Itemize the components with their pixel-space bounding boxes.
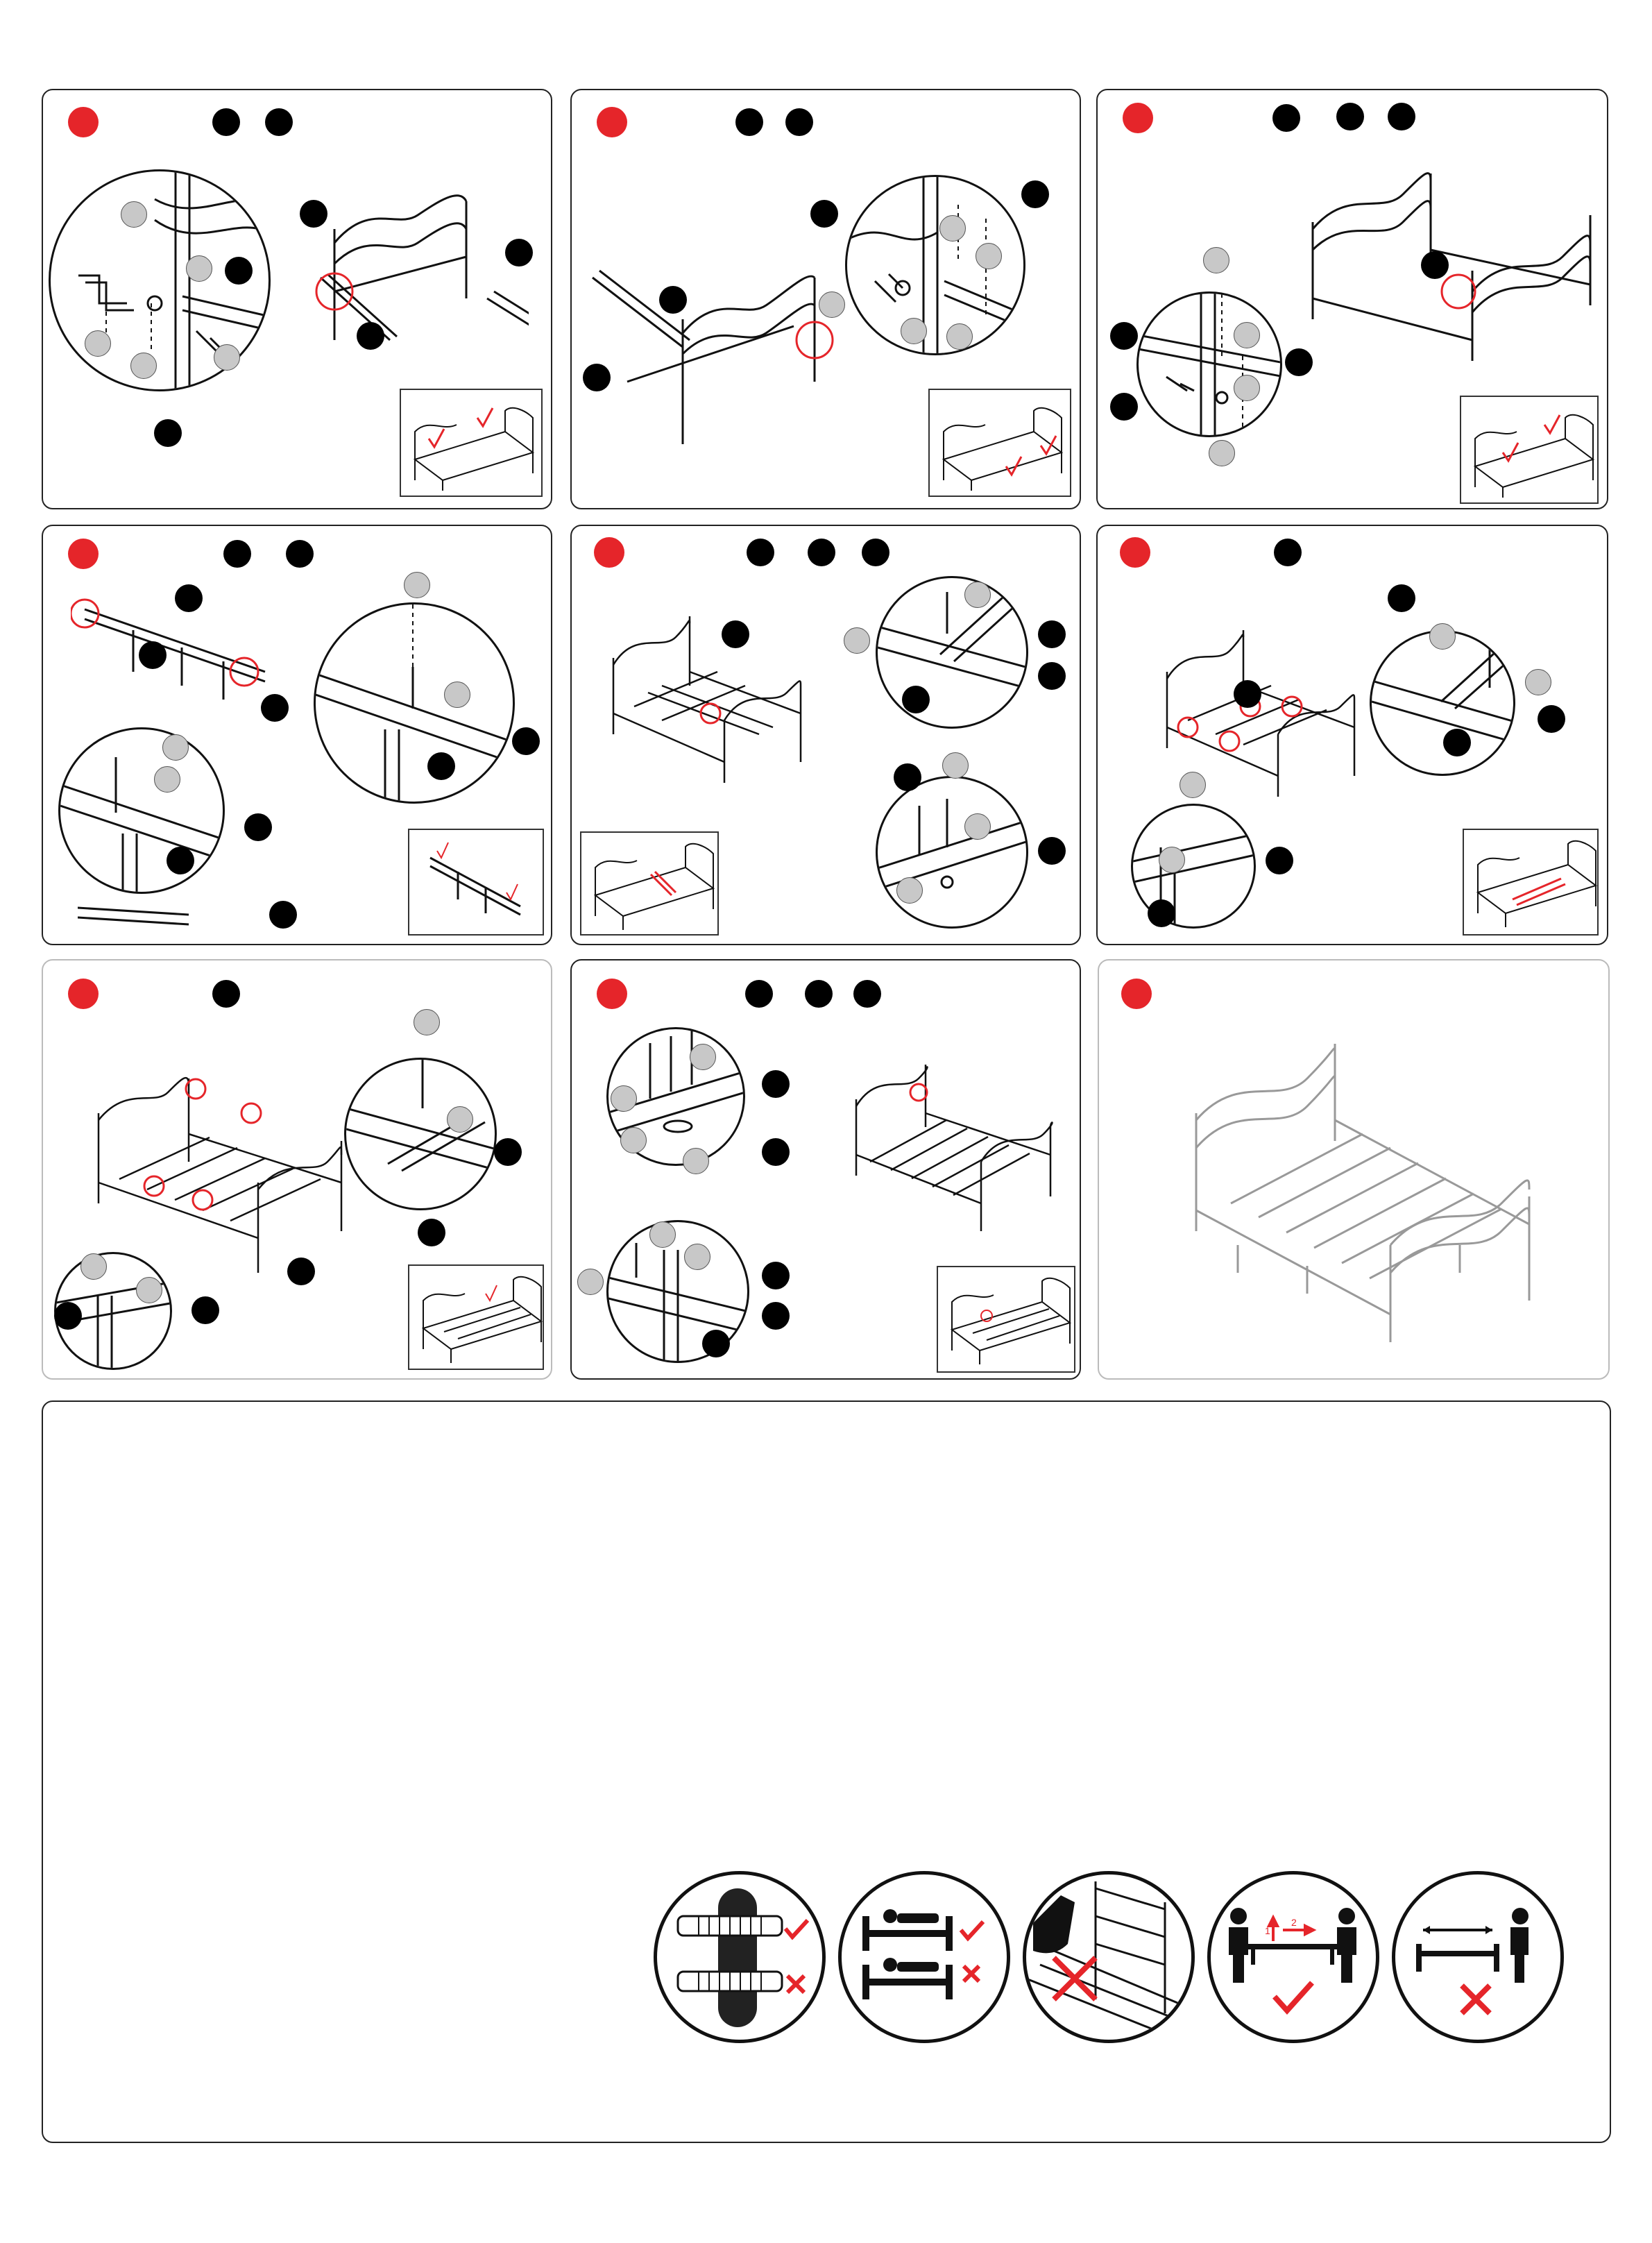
bed-frame-thumbnail-icon (938, 1267, 1074, 1371)
headboard-and-rail-drawing (307, 187, 529, 354)
leg-pieces-drawing (78, 901, 216, 929)
part-callout (175, 584, 203, 612)
step-3-panel (1096, 89, 1608, 509)
part-callout (659, 286, 687, 314)
part-callout (1266, 847, 1293, 874)
hardware-callout (1234, 322, 1260, 348)
hardware-callout (1234, 375, 1260, 401)
hardware-callout (1159, 847, 1185, 873)
slats-frame-drawing (1160, 616, 1368, 797)
hardware-callout (946, 323, 973, 350)
part-callout (762, 1138, 790, 1166)
step-9-marker (1121, 979, 1152, 1009)
part-callout (810, 200, 838, 228)
bolt-detail-illustration (878, 778, 1028, 929)
bolt-tightening-icon (657, 1874, 822, 2040)
part-callout (1285, 348, 1313, 376)
part-callout (1274, 539, 1302, 566)
overview-thumbnail (400, 389, 543, 497)
part-callout (583, 364, 611, 391)
part-callout (747, 539, 774, 566)
step-3-marker (1123, 103, 1153, 133)
hardware-callout (1429, 623, 1456, 650)
part-callout (265, 108, 293, 136)
hardware-callout (162, 734, 189, 761)
part-callout (167, 847, 194, 874)
part-callout (1110, 393, 1138, 421)
completed-bed-frame-drawing (1182, 1037, 1543, 1356)
arrow-label-2: 2 (1291, 1917, 1297, 1928)
bolt-detail-illustration (60, 729, 225, 894)
part-callout (785, 108, 813, 136)
hardware-callout (404, 572, 430, 598)
bed-frame-thumbnail-icon (1461, 397, 1597, 502)
part-callout (1443, 729, 1471, 756)
overview-thumbnail (928, 389, 1071, 497)
hardware-callout (690, 1044, 716, 1070)
part-callout (225, 257, 253, 285)
step-9-panel (1098, 959, 1610, 1380)
hardware-callout (901, 318, 927, 344)
part-callout (269, 901, 297, 929)
bolt-detail-illustration (1139, 294, 1282, 437)
part-callout (505, 239, 533, 266)
warning-bolt-tightening (654, 1871, 826, 2043)
part-callout (735, 108, 763, 136)
part-callout (1021, 180, 1049, 208)
hardware-callout (964, 813, 991, 840)
bolt-detail-illustration (1372, 632, 1515, 776)
hardware-callout (896, 877, 923, 904)
center-rail-thumbnail-icon (409, 830, 543, 934)
detail-zoom-circle (1136, 291, 1282, 437)
hardware-callout (214, 344, 240, 371)
step-7-panel (42, 959, 552, 1380)
center-rail-on-frame-drawing (606, 602, 815, 783)
overview-thumbnail (408, 1264, 544, 1370)
part-callout (427, 752, 455, 780)
part-callout (1038, 662, 1066, 690)
step-2-marker (597, 107, 627, 137)
part-callout (244, 813, 272, 841)
part-callout (418, 1219, 445, 1246)
hardware-callout (447, 1106, 473, 1133)
step-5-panel (570, 525, 1081, 945)
part-callout (261, 694, 289, 722)
step-1-marker (68, 107, 99, 137)
part-callout (357, 322, 384, 350)
sleeping-person-icon (842, 1874, 1007, 2040)
part-callout (762, 1302, 790, 1330)
detail-zoom-circle (876, 776, 1028, 929)
footboard-and-rail-drawing (586, 250, 835, 444)
step-2-panel (570, 89, 1081, 509)
hardware-callout (649, 1221, 676, 1248)
bed-frame-thumbnail-icon (930, 390, 1070, 496)
bolt-detail-illustration (878, 578, 1028, 729)
overview-thumbnail (1460, 396, 1599, 504)
step-4-marker (68, 539, 99, 569)
side-rails-attached-drawing (1306, 153, 1597, 389)
warning-two-person-lift (1207, 1871, 1379, 2043)
part-callout (1110, 322, 1138, 350)
arrow-label-1: 1 (1265, 1925, 1270, 1936)
part-callout (212, 108, 240, 136)
detail-zoom-circle (1370, 630, 1515, 776)
part-callout (1148, 899, 1175, 927)
detail-zoom-circle (344, 1058, 497, 1210)
slats-final-drawing (849, 1051, 1057, 1231)
part-callout (762, 1070, 790, 1098)
bolt-detail-illustration (847, 177, 1025, 355)
part-callout (762, 1262, 790, 1289)
detail-zoom-circle (845, 175, 1025, 355)
detail-zoom-circle (58, 727, 225, 894)
hardware-callout (1209, 440, 1235, 466)
part-callout (745, 980, 773, 1008)
part-callout (902, 686, 930, 713)
part-callout (702, 1330, 730, 1357)
step-5-marker (594, 537, 624, 568)
part-callout (512, 727, 540, 755)
hardware-callout (85, 330, 111, 357)
hardware-callout (577, 1269, 604, 1295)
overview-thumbnail (408, 829, 544, 936)
hardware-callout (620, 1127, 647, 1153)
warning-no-dragging (1392, 1871, 1564, 2043)
notes-panel (42, 1400, 1611, 2143)
overview-thumbnail (937, 1266, 1075, 1373)
part-callout (805, 980, 833, 1008)
part-callout (1388, 103, 1415, 130)
hardware-callout (444, 682, 470, 708)
hardware-callout (844, 627, 870, 654)
step-1-panel (42, 89, 552, 509)
center-rail-drawing (71, 595, 279, 720)
hardware-callout (819, 291, 845, 318)
part-callout (1272, 104, 1300, 132)
hardware-callout (121, 201, 147, 228)
step-8-marker (597, 979, 627, 1009)
hardware-callout (414, 1009, 440, 1035)
part-callout (862, 539, 889, 566)
part-callout (1038, 837, 1066, 865)
part-callout (286, 540, 314, 568)
part-callout (1388, 584, 1415, 612)
hardware-callout (684, 1244, 710, 1270)
bolt-detail-illustration (346, 1060, 497, 1210)
slats-installed-drawing (92, 1065, 355, 1273)
hardware-callout (1203, 247, 1229, 273)
step-6-panel (1096, 525, 1608, 945)
hardware-callout (130, 353, 157, 379)
part-callout (287, 1258, 315, 1285)
hardware-callout (1180, 772, 1206, 798)
hardware-callout (964, 582, 991, 608)
bolt-detail-illustration (316, 604, 515, 804)
step-7-marker (68, 979, 99, 1009)
step-8-panel (570, 959, 1081, 1380)
part-callout (1336, 103, 1364, 130)
part-callout (54, 1302, 82, 1330)
part-callout (223, 540, 251, 568)
part-callout (1421, 251, 1449, 279)
step-6-marker (1120, 537, 1150, 568)
bed-frame-thumbnail-icon (1464, 830, 1597, 934)
part-callout (853, 980, 881, 1008)
detail-zoom-circle (876, 576, 1028, 729)
part-callout (808, 539, 835, 566)
part-callout (154, 419, 182, 447)
hardware-callout (186, 255, 212, 282)
stepping-on-slats-icon (1026, 1874, 1191, 2040)
hardware-callout (154, 766, 180, 793)
hardware-callout (942, 752, 969, 779)
overview-thumbnail (1463, 829, 1599, 936)
part-callout (1234, 680, 1261, 708)
part-callout (894, 763, 921, 791)
warning-single-sleeper (838, 1871, 1010, 2043)
hardware-callout (683, 1148, 709, 1174)
hardware-callout (611, 1085, 637, 1112)
step-4-panel (42, 525, 552, 945)
bed-frame-thumbnail-icon (409, 1266, 543, 1369)
warning-no-stepping (1023, 1871, 1195, 2043)
hardware-callout (80, 1253, 107, 1280)
part-callout (494, 1138, 522, 1166)
hardware-callout (136, 1277, 162, 1303)
part-callout (1538, 705, 1565, 733)
overview-thumbnail (580, 831, 719, 936)
detail-zoom-circle (314, 602, 515, 804)
part-callout (212, 980, 240, 1008)
part-callout (191, 1296, 219, 1324)
hardware-callout (976, 243, 1002, 269)
bed-frame-thumbnail-icon (401, 390, 541, 496)
part-callout (722, 620, 749, 648)
hardware-callout (1525, 669, 1551, 695)
two-person-lift-icon (1211, 1874, 1376, 2040)
dragging-bed-icon (1395, 1874, 1560, 2040)
hardware-callout (939, 215, 966, 242)
part-callout (139, 641, 167, 669)
bed-frame-thumbnail-icon (581, 833, 717, 934)
part-callout (1038, 620, 1066, 648)
